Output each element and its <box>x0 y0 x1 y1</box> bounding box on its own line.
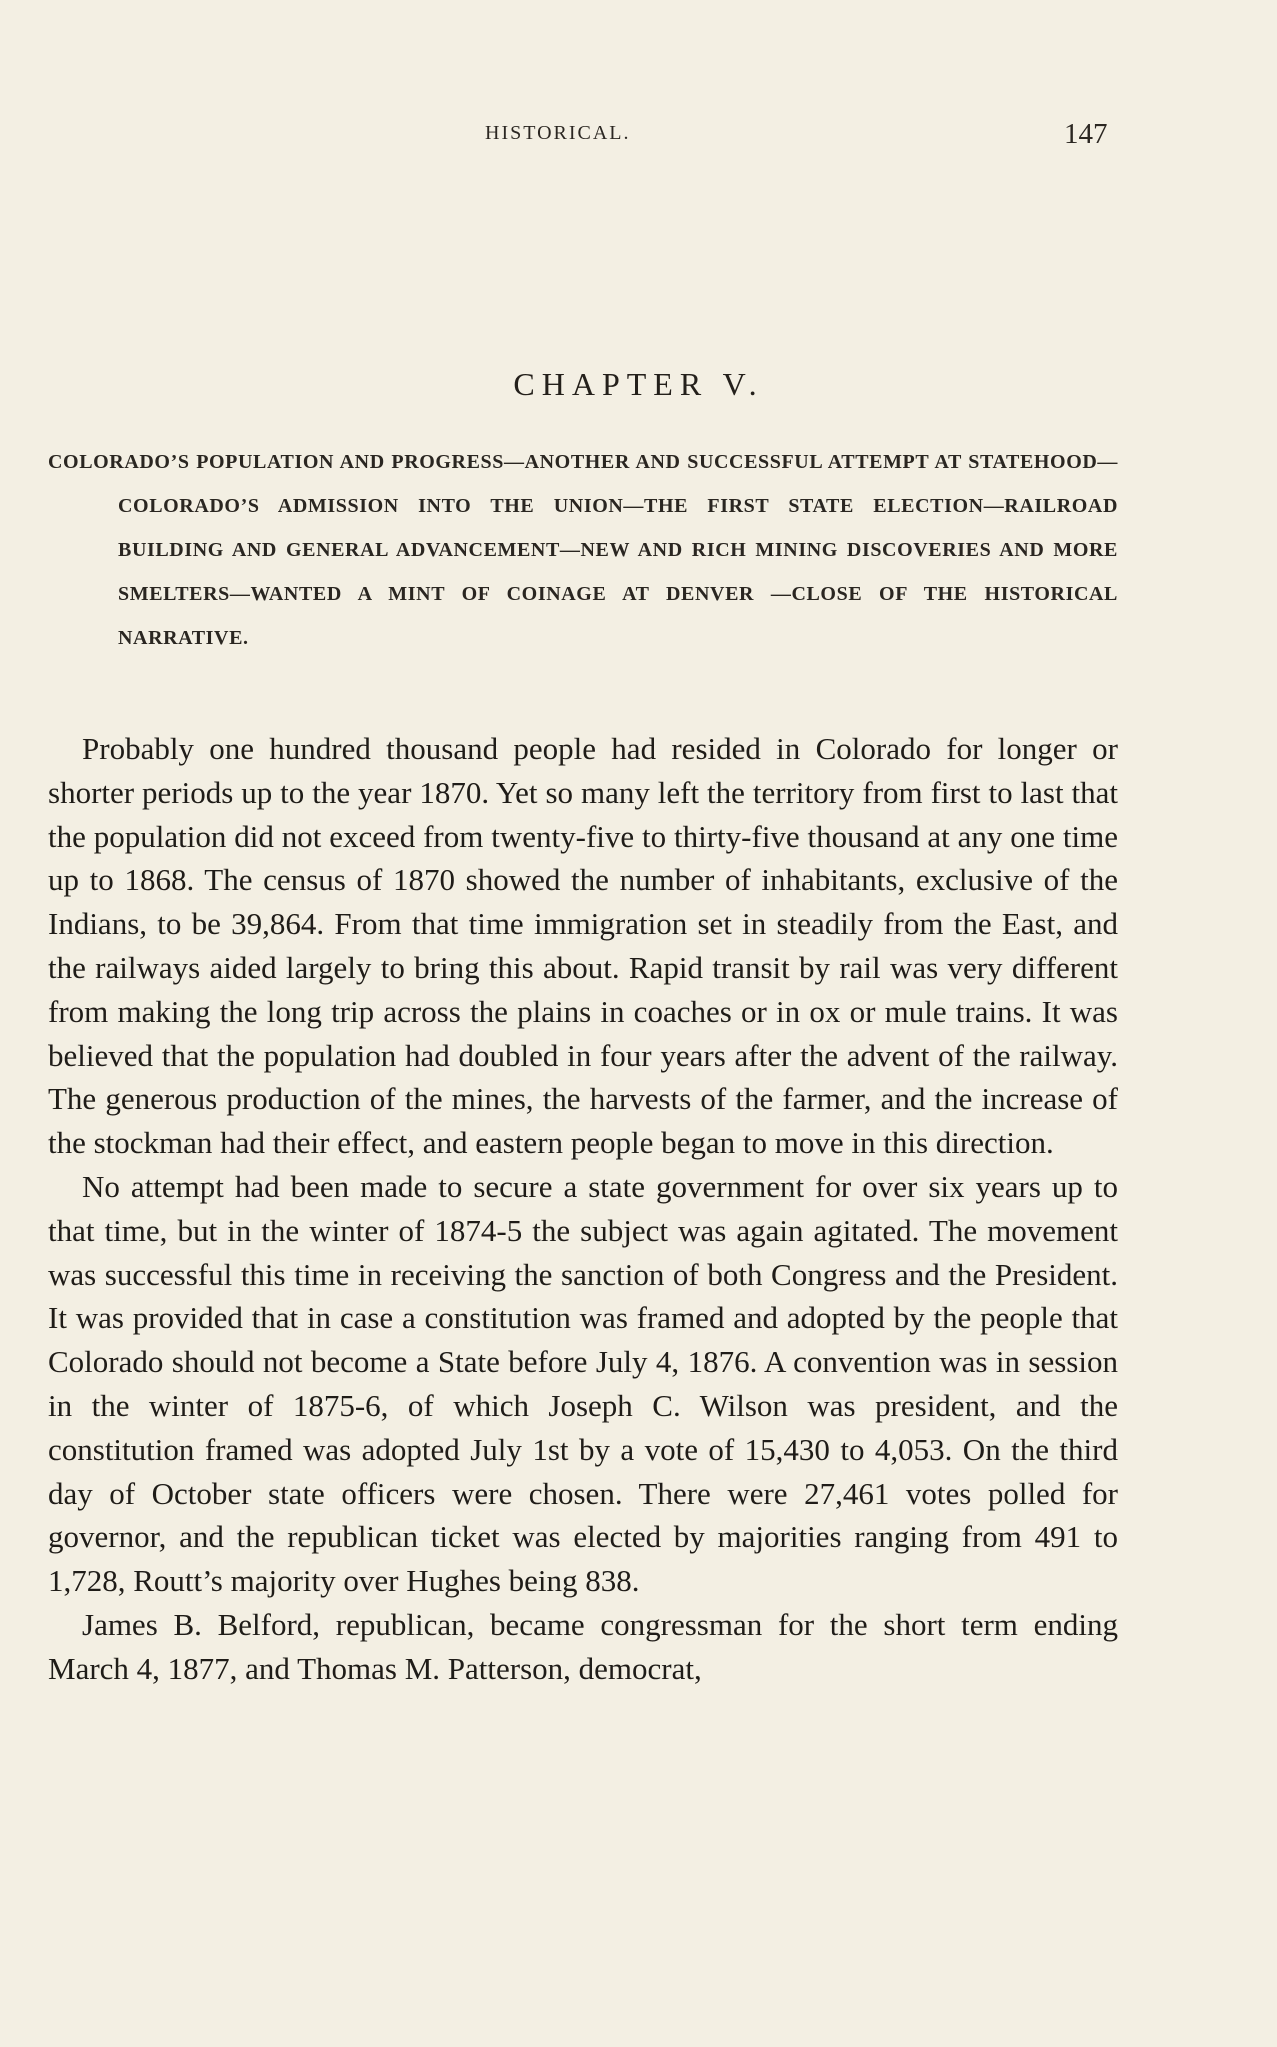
paragraph: No attempt had been made to secure a state government for over six years up to that time, but in the winter of 1874-5 the subject was again agitated. The movement was successful this time in receiving the sanction of both Congress and the President. It was provided that in case a constitution was framed and adopted by the people that Colorado should not become a State before July 4, 1876. A convention was in session in the winter of 1875-6, of which Joseph C. Wilson was president, and the constitution framed was adopted July 1st by a vote of 15,430 to 4,053. On the third day of October state officers were chosen. There were 27,461 votes polled for governor, and the republican ticket was elected by majorities ranging from 491 to 1,728, Routt’s majority over Hughes being 838. <box>48 1168 1118 1599</box>
running-head <box>0 118 1277 148</box>
body-text <box>48 727 1118 1691</box>
chapter-synopsis: COLORADO’S POPULATION AND PROGRESS—ANOTHER AND SUCCESSFUL ATTEMPT AT STATEHOOD— COLORADO’S ADMISSION INTO THE UNION—THE FIRST STATE ELECTION—RAILROAD BUILDING AND GENERAL ADVANCEMENT—NEW AND RICH MINING DISCOVERIES AND MORE SMELTERS—WANTED A MINT OF COINAGE AT DENVER —CLOSE OF THE HISTORICAL NARRATIVE. <box>48 451 1118 649</box>
paragraph: Probably one hundred thousand people had resided in Colorado for longer or shorter periods up to the year 1870. Yet so many left the territory from first to last that the population did not exceed from twenty-five to thirty-five thousand at any one time up to 1868. The census of 1870 showed the number of inhabitants, exclusive of the Indians, to be 39,864. From that time immigration set in steadily from the East, and the railways aided largely to bring this about. Rapid transit by rail was very different from making the long trip across the plains in coaches or in ox or mule trains. It was believed that the population had doubled in four years after the advent of the railway. The generous production of the mines, the harvests of the farmer, and the increase of the stockman had their effect, and eastern people began to move in this direction. <box>48 731 1118 1161</box>
paragraph: James B. Belford, republican, became congressman for the short term ending March 4, 1877, and Thomas M. Patterson, democrat, <box>48 1606 1118 1686</box>
chapter-title: CHAPTER V. <box>513 366 764 402</box>
running-title: HISTORICAL. <box>485 122 631 144</box>
page-number: 147 <box>1064 118 1108 150</box>
